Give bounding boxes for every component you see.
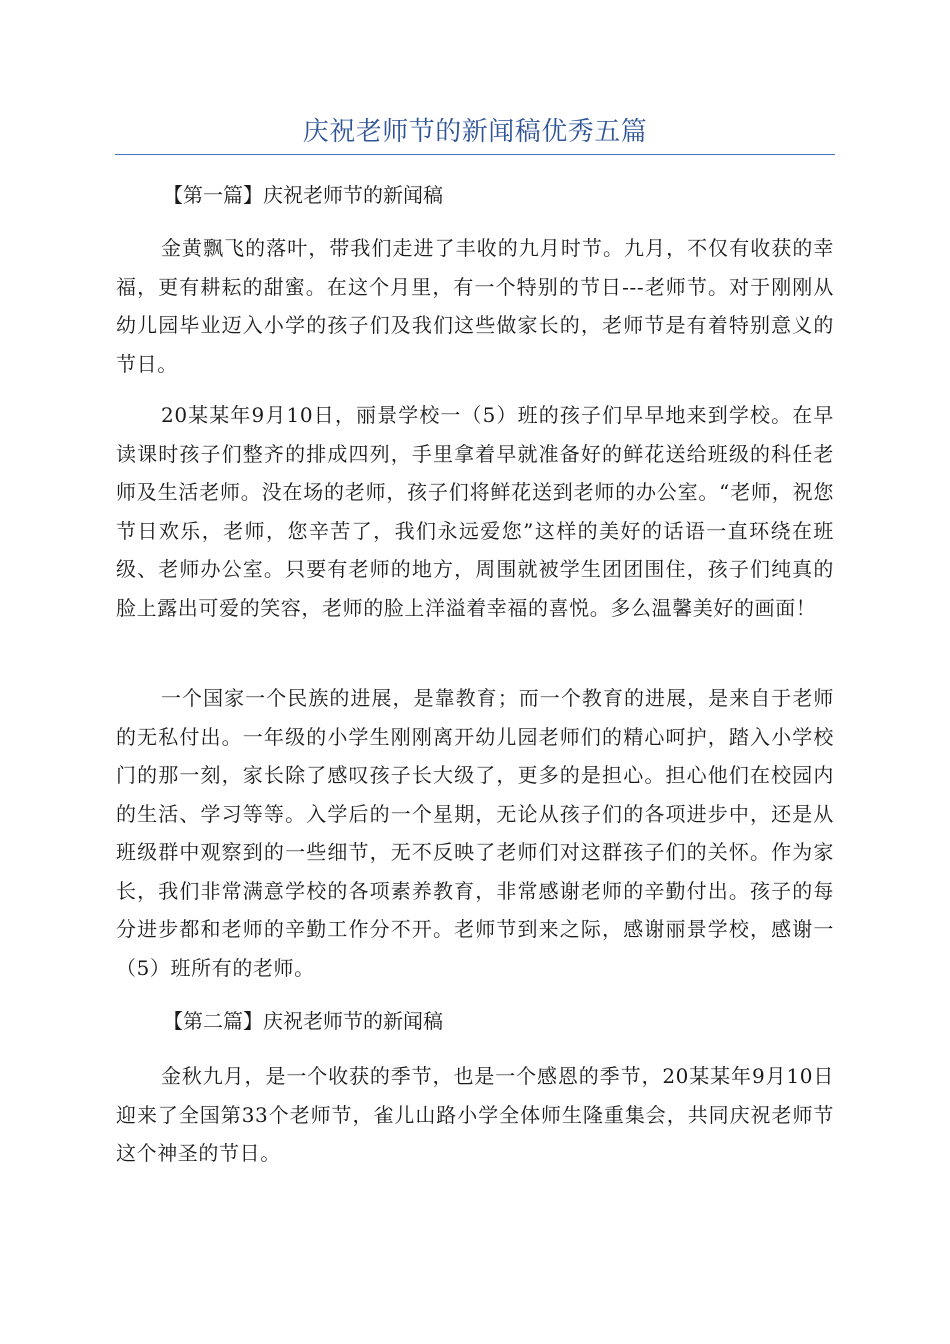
paragraph: 20某某年9月10日，丽景学校一（5）班的孩子们早早地来到学校。在早读课时孩子们整齐的排成四列，手里拿着早就准备好的鲜花送给班级的科任老师及生活老师。没在场的老师，孩子们将鲜花送到老师的办公室。“老师，祝您节日欢乐，老师，您辛苦了，我们永远爱您”这样的美好的话语一直环绕在班级、老师办公室。只要有老师的地方，周围就被学生团团围住，孩子们纯真的脸上露出可爱的笑容，老师的脸上洋溢着幸福的喜悦。多么温馨美好的画面！ (116, 403, 834, 620)
document-title: 庆祝老师节的新闻稿优秀五篇 (302, 117, 648, 147)
paragraph: 金黄飘飞的落叶，带我们走进了丰收的九月时节。九月，不仅有收获的幸福，更有耕耘的甜蜜。在这个月里，有一个特别的节日---老师节。对于刚刚从幼儿园毕业迈入小学的孩子们及我们这些做家长的，老师节是有着特别意义的节日。 (116, 236, 834, 376)
section-heading-1: 【第一篇】庆祝老师节的新闻稿 (163, 183, 443, 207)
section-heading-2: 【第二篇】庆祝老师节的新闻稿 (163, 1009, 443, 1033)
paragraph: 一个国家一个民族的进展，是靠教育；而一个教育的进展，是来自于老师的无私付出。一年级的小学生刚刚离开幼儿园老师们的精心呵护，踏入小学校门的那一刻，家长除了感叹孩子长大级了，更多的是担心。担心他们在校园内的生活、学习等等。入学后的一个星期，无论从孩子们的各项进步中，还是从班级群中观察到的一些细节，无不反映了老师们对这群孩子们的关怀。作为家长，我们非常满意学校的各项素养教育，非常感谢老师的辛勤付出。孩子的每分进步都和老师的辛勤工作分不开。老师节到来之际，感谢丽景学校，感谢一（5）班所有的老师。 (116, 686, 834, 980)
paragraph: 金秋九月，是一个收获的季节，也是一个感恩的季节，20某某年9月10日迎来了全国第33个老师节，雀儿山路小学全体师生隆重集会，共同庆祝老师节这个神圣的节日。 (116, 1064, 834, 1165)
title-underline (115, 154, 835, 155)
